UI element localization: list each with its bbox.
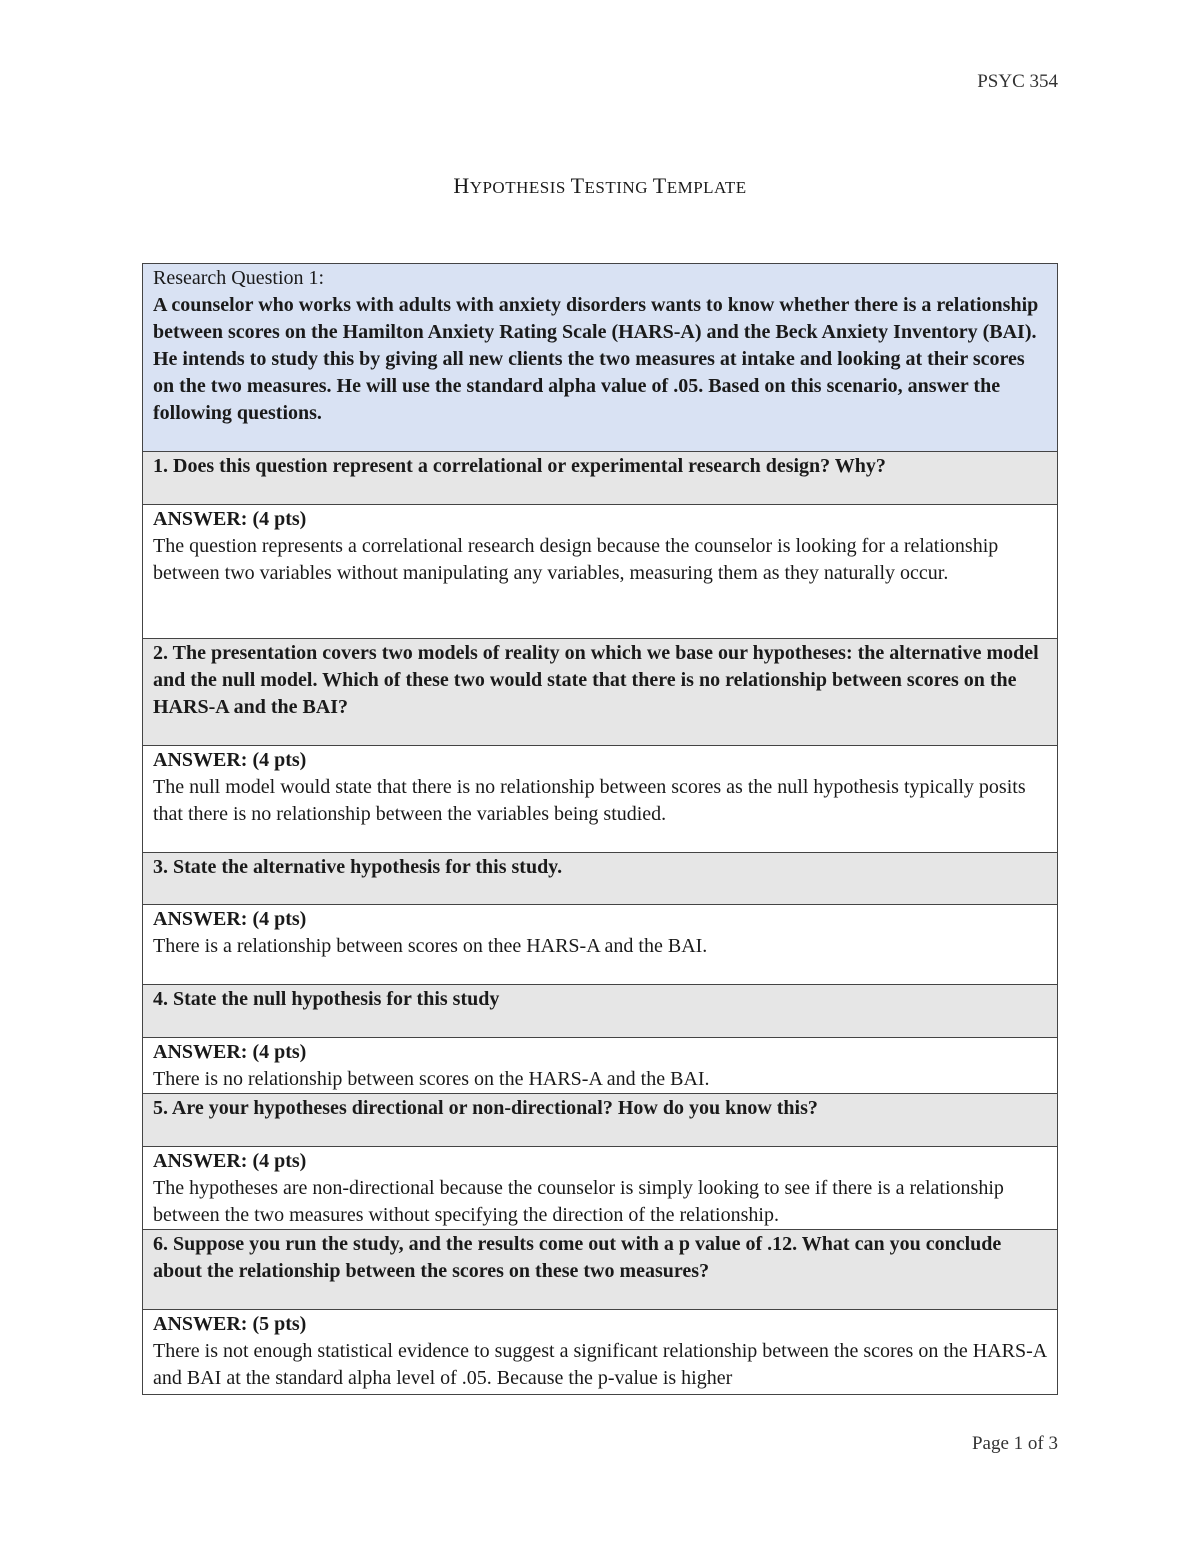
course-code: PSYC 354 [977, 71, 1058, 92]
title-rest-3: EMPLATE [666, 178, 747, 197]
answer-text: There is a relationship between scores on thee HARS-A and the BAI. [153, 935, 708, 957]
answer-row-2 [143, 746, 1058, 853]
answer-row-1 [143, 505, 1058, 639]
question-row-3 [143, 853, 1058, 905]
document-title [0, 173, 1200, 199]
question-row-1 [143, 452, 1058, 505]
question-answer-table [142, 263, 1058, 1395]
scenario-cell [143, 264, 1058, 452]
answer-label: ANSWER: (5 pts) [153, 1313, 307, 1335]
scenario-label: Research Question 1: [153, 267, 325, 289]
answer-row-4 [143, 1038, 1058, 1094]
question-row-2 [143, 639, 1058, 746]
answer-row-3 [143, 905, 1058, 985]
question-cell: 2. The presentation covers two models of reality on which we base our hypotheses: the alternative model and the null model. Which of these two would state that there is no relationship between scores on the HARS-A and the BAI? [143, 639, 1058, 746]
answer-text: The question represents a correlational research design because the counselor is looking for a relationship between two variables without manipulating any variables, measuring them as they naturally occur. [153, 535, 999, 584]
answer-cell [143, 905, 1058, 985]
question-row-5 [143, 1094, 1058, 1147]
answer-row-5 [143, 1147, 1058, 1230]
question-row-6 [143, 1230, 1058, 1310]
title-rest-2: ESTING [584, 178, 653, 197]
answer-text: The hypotheses are non-directional because the counselor is simply looking to see if there is a relationship between the two measures without specifying the direction of the relationship. [153, 1177, 1004, 1226]
answer-text: There is no relationship between scores on the HARS-A and the BAI. [153, 1068, 710, 1090]
answer-label: ANSWER: (4 pts) [153, 749, 307, 771]
answer-cell [143, 505, 1058, 639]
title-initial-2: T [570, 173, 585, 198]
title-initial-1: H [453, 173, 470, 198]
answer-label: ANSWER: (4 pts) [153, 1041, 307, 1063]
answer-label: ANSWER: (4 pts) [153, 1150, 307, 1172]
answer-label: ANSWER: (4 pts) [153, 908, 307, 930]
question-cell: 4. State the null hypothesis for this study [143, 985, 1058, 1038]
answer-text: There is not enough statistical evidence to suggest a significant relationship between the scores on the HARS-A and BAI at the standard alpha level of .05. Because the p-value is higher [153, 1340, 1047, 1389]
question-row-4 [143, 985, 1058, 1038]
title-rest-1: YPOTHESIS [469, 178, 571, 197]
question-cell: 1. Does this question represent a correlational or experimental research design? Why? [143, 452, 1058, 505]
title-initial-3: T [652, 173, 667, 198]
page-number: Page 1 of 3 [971, 1433, 1058, 1454]
question-cell: 6. Suppose you run the study, and the results come out with a p value of .12. What can you conclude about the relationship between the scores on these two measures? [143, 1230, 1058, 1310]
question-cell: 5. Are your hypotheses directional or non-directional? How do you know this? [143, 1094, 1058, 1147]
answer-cell [143, 746, 1058, 853]
answer-label: ANSWER: (4 pts) [153, 508, 307, 530]
answer-cell [143, 1310, 1058, 1395]
answer-text: The null model would state that there is no relationship between scores as the null hypothesis typically posits that there is no relationship between the variables being studied. [153, 776, 1026, 825]
scenario-text: A counselor who works with adults with anxiety disorders wants to know whether there is a relationship between scores on the Hamilton Anxiety Rating Scale (HARS-A) and the Beck Anxiety Inventory (BAI). He intends to study this by giving all new clients the two measures at intake and looking at their scores on the two measures. He will use the standard alpha value of .05. Based on this scenario, answer the following questions. [153, 294, 1039, 424]
answer-cell [143, 1147, 1058, 1230]
answer-cell [143, 1038, 1058, 1094]
scenario-row [143, 264, 1058, 452]
answer-row-6 [143, 1310, 1058, 1395]
question-cell: 3. State the alternative hypothesis for this study. [143, 853, 1058, 905]
